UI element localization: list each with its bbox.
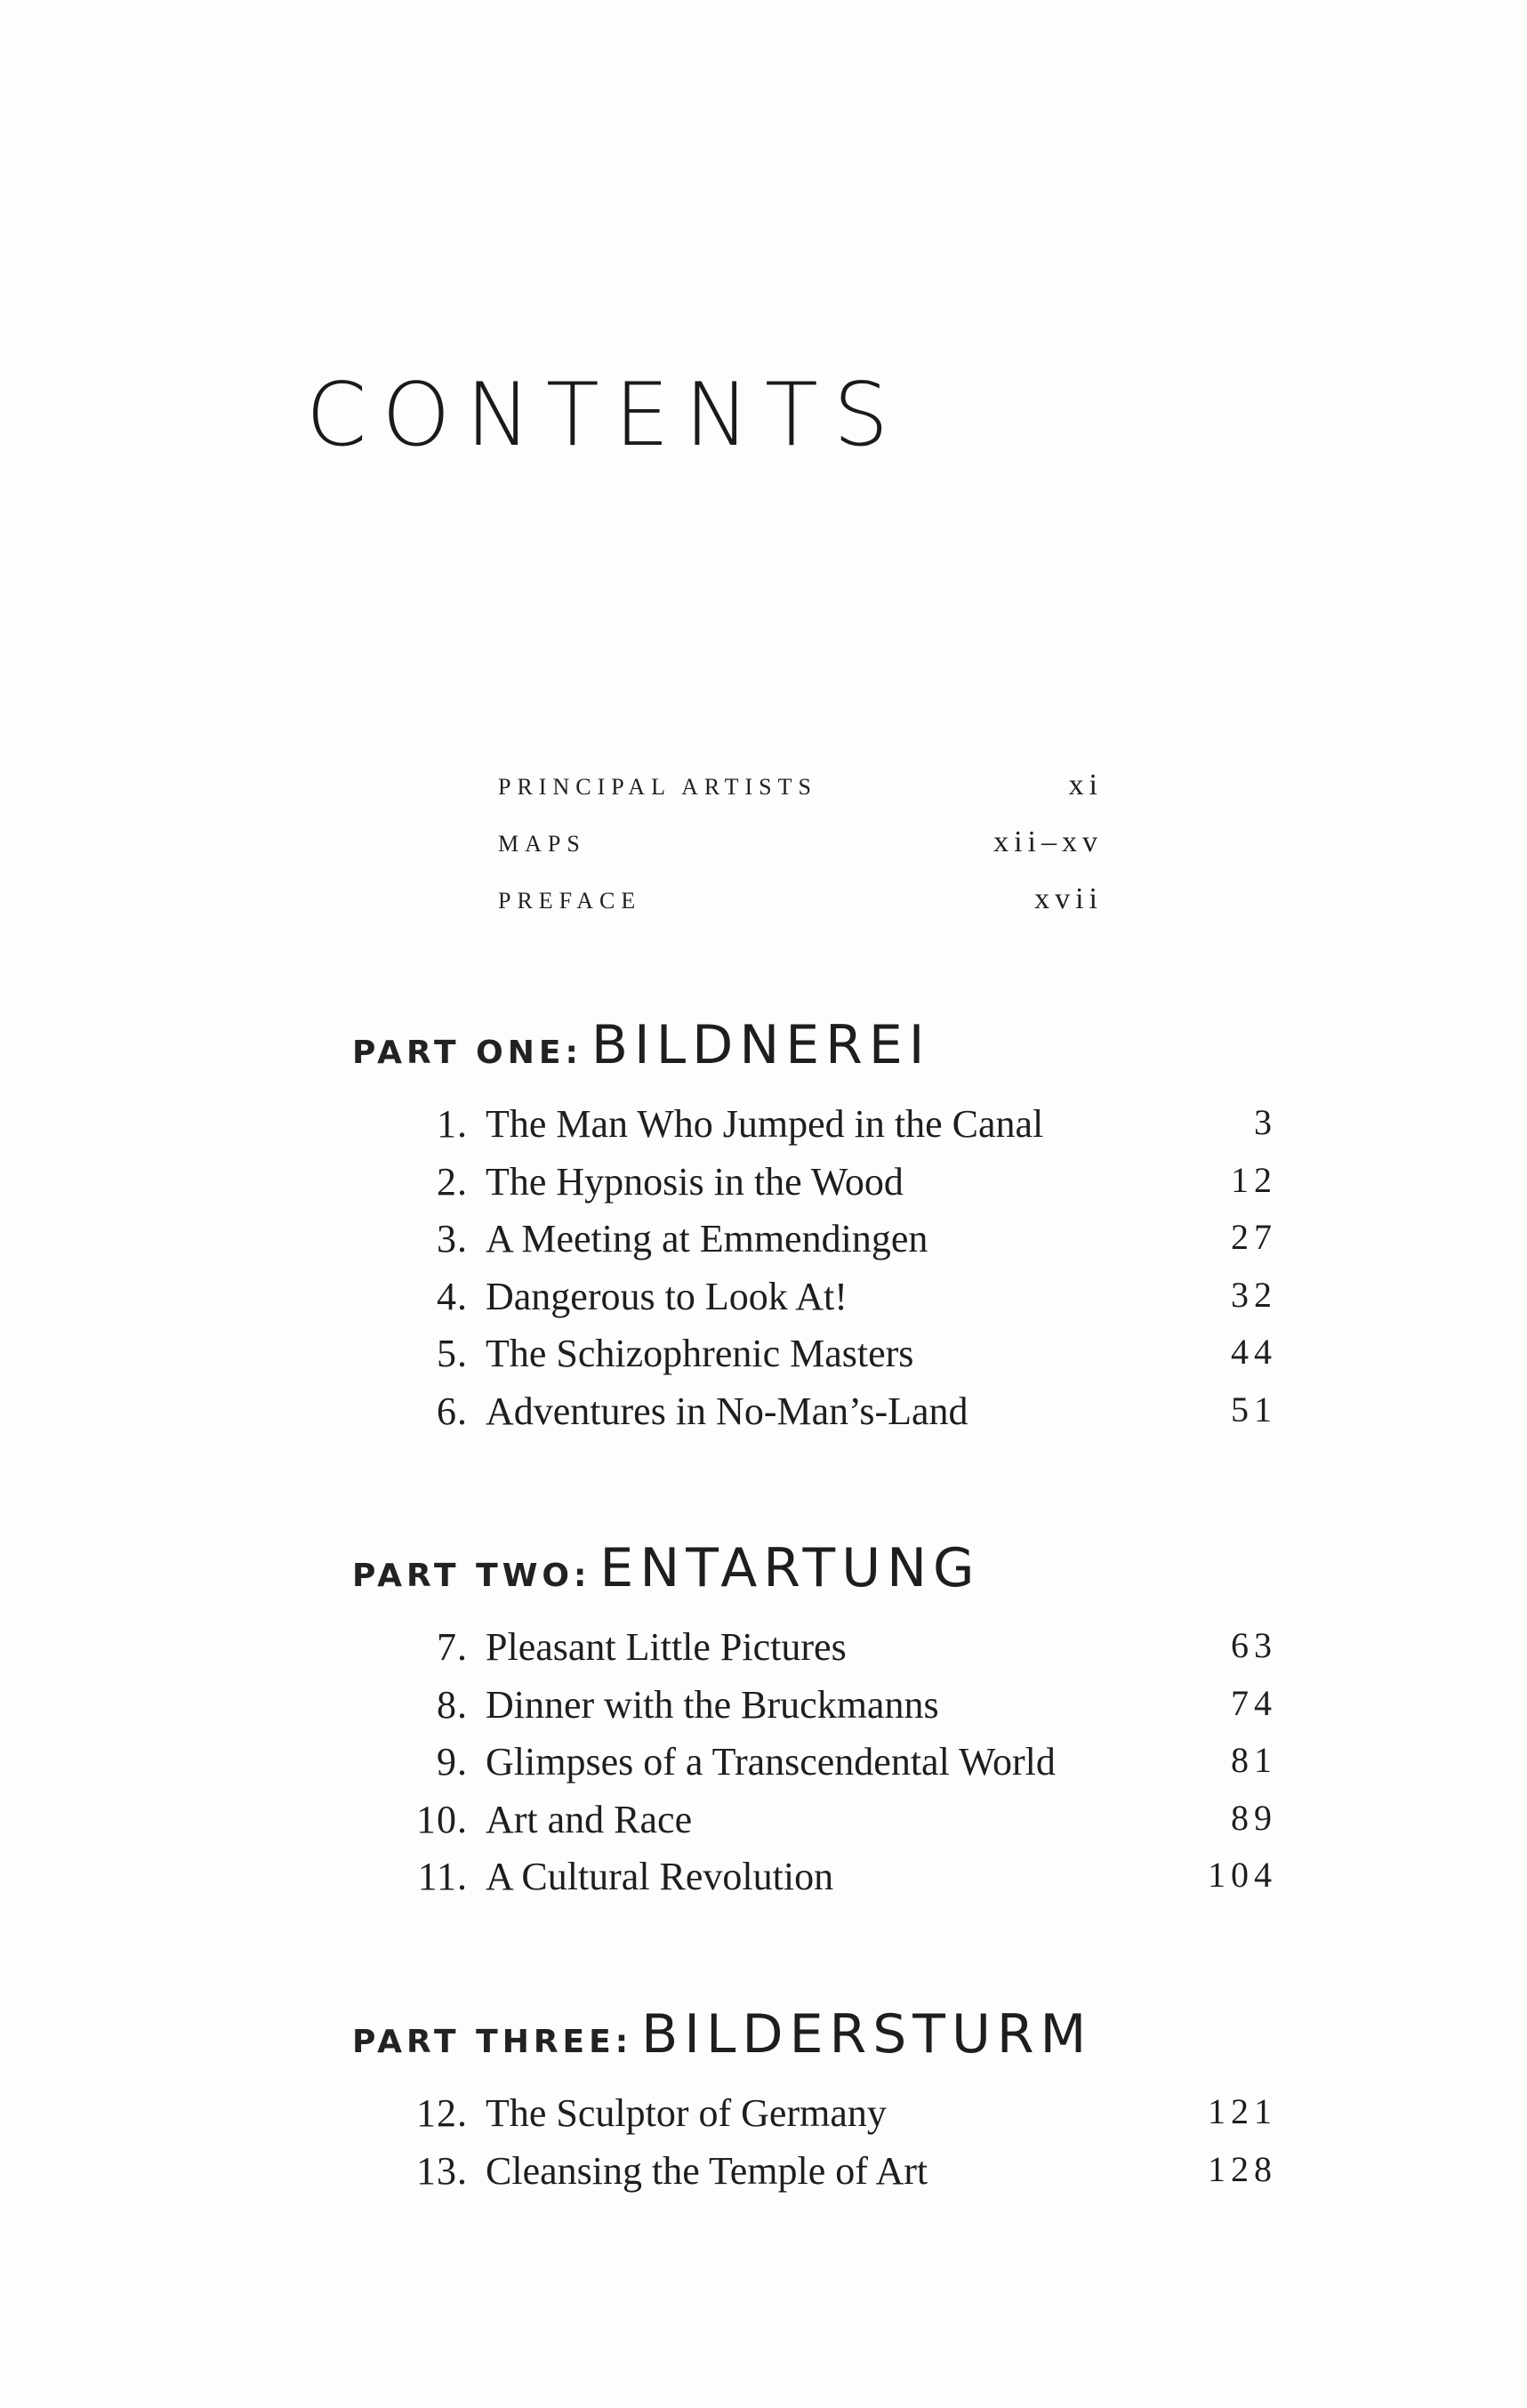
part-name: BILDERSTURM	[641, 2003, 1093, 2066]
part-label: PART THREE:	[352, 2024, 633, 2060]
chapter-number: 4.	[437, 1274, 468, 1318]
chapter-page: 63	[1231, 1625, 1277, 1665]
part-heading	[352, 1014, 1277, 1103]
chapter-row[interactable]	[352, 1624, 1277, 1682]
chapter-page: 81	[1231, 1740, 1277, 1780]
page-title: CONTENTS	[306, 365, 904, 466]
chapter-title: The Hypnosis in the Wood	[486, 1159, 904, 1204]
chapter-title: The Sculptor of Germany	[486, 2091, 887, 2135]
part-name: ENTARTUNG	[599, 1537, 981, 1599]
chapter-page: 89	[1231, 1797, 1277, 1838]
chapter-number: 11.	[417, 1855, 468, 1898]
front-matter-list	[498, 769, 1103, 945]
chapter-page: 27	[1231, 1217, 1277, 1257]
part-heading	[352, 2003, 1277, 2092]
chapter-row[interactable]	[352, 1682, 1277, 1740]
chapter-title: Glimpses of a Transcendental World	[486, 1740, 1056, 1784]
chapter-row[interactable]	[352, 1274, 1277, 1332]
chapter-page: 51	[1231, 1389, 1277, 1429]
front-matter-page: xi	[1068, 769, 1103, 801]
chapter-title: Pleasant Little Pictures	[486, 1625, 847, 1669]
chapter-page: 128	[1208, 2148, 1277, 2189]
part-heading	[352, 1537, 1277, 1626]
chapter-row[interactable]	[352, 1159, 1277, 1217]
part-two-section	[352, 1537, 1277, 1912]
front-matter-item-principal-artists[interactable]	[498, 769, 1103, 831]
front-matter-item-preface[interactable]	[498, 882, 1103, 945]
chapter-title: The Man Who Jumped in the Canal	[486, 1102, 1044, 1146]
front-matter-page: xvii	[1034, 882, 1103, 915]
chapter-number: 12.	[416, 2091, 468, 2135]
chapter-number: 5.	[437, 1332, 468, 1375]
chapter-title: Dangerous to Look At!	[486, 1274, 848, 1318]
chapter-number: 2.	[437, 1159, 468, 1204]
chapter-page: 121	[1208, 2091, 1277, 2131]
chapter-list	[352, 1101, 1277, 1446]
chapter-row[interactable]	[352, 1739, 1277, 1797]
chapter-row[interactable]	[352, 1854, 1277, 1912]
chapter-page: 3	[1254, 1102, 1277, 1142]
chapter-title: Dinner with the Bruckmanns	[486, 1682, 939, 1727]
chapter-row[interactable]	[352, 1216, 1277, 1274]
part-three-section	[352, 2003, 1277, 2205]
chapter-title: A Meeting at Emmendingen	[486, 1217, 928, 1260]
chapter-list	[352, 1624, 1277, 1912]
chapter-number: 6.	[437, 1389, 468, 1433]
chapter-page: 12	[1231, 1159, 1277, 1200]
chapter-page: 74	[1231, 1682, 1277, 1723]
front-matter-label: PRINCIPAL ARTISTS	[498, 774, 817, 800]
chapter-number: 13.	[416, 2148, 468, 2193]
chapter-title: Adventures in No-Man’s-Land	[486, 1389, 968, 1433]
chapter-number: 1.	[437, 1102, 468, 1146]
chapter-number: 8.	[437, 1682, 468, 1727]
chapter-title: A Cultural Revolution	[486, 1855, 834, 1898]
part-name: BILDNEREI	[591, 1014, 931, 1076]
chapter-row[interactable]	[352, 1389, 1277, 1446]
chapter-title: The Schizophrenic Masters	[486, 1332, 914, 1375]
chapter-title: Cleansing the Temple of Art	[486, 2148, 928, 2193]
chapter-number: 9.	[437, 1740, 468, 1784]
part-label: PART ONE:	[352, 1035, 583, 1071]
chapter-page: 44	[1231, 1332, 1277, 1372]
chapter-row[interactable]	[352, 2148, 1277, 2206]
part-label: PART TWO:	[352, 1558, 591, 1594]
chapter-list	[352, 2090, 1277, 2205]
front-matter-item-maps[interactable]	[498, 825, 1103, 888]
chapter-row[interactable]	[352, 2090, 1277, 2148]
chapter-row[interactable]	[352, 1797, 1277, 1855]
front-matter-label: MAPS	[498, 831, 586, 857]
chapter-row[interactable]	[352, 1101, 1277, 1159]
front-matter-page: xii–xv	[993, 825, 1103, 858]
part-one-section	[352, 1014, 1277, 1446]
chapter-page: 32	[1231, 1274, 1277, 1315]
front-matter-label: PREFACE	[498, 888, 642, 914]
chapter-row[interactable]	[352, 1331, 1277, 1389]
chapter-page: 104	[1208, 1855, 1277, 1895]
chapter-number: 7.	[437, 1625, 468, 1669]
chapter-title: Art and Race	[486, 1797, 693, 1841]
chapter-number: 3.	[437, 1217, 468, 1260]
chapter-number: 10.	[416, 1797, 468, 1841]
